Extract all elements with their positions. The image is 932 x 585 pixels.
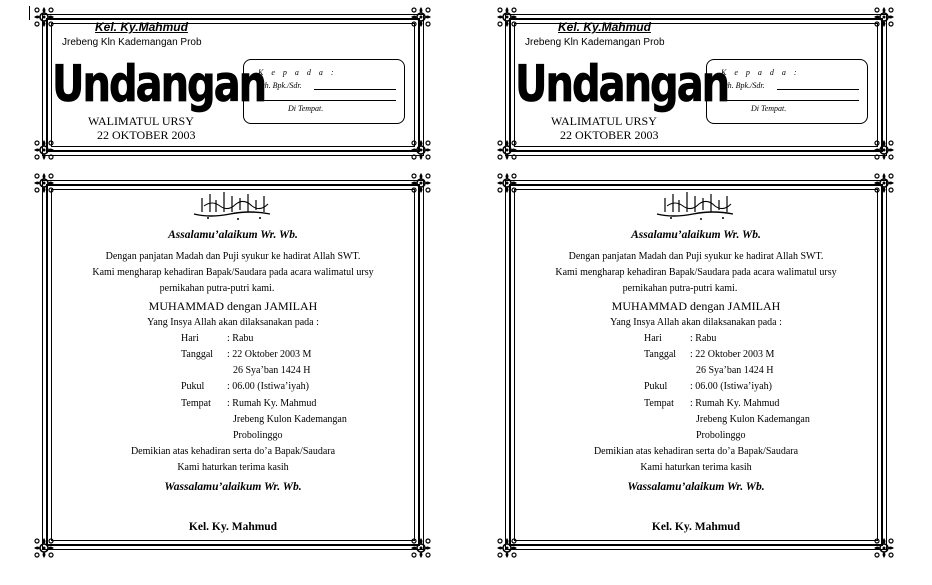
- intro-line-1: Dengan panjatan Madah dan Puji syukur ke hadirat Allah SWT.: [568, 251, 824, 262]
- closing-line-1: Demikian atas kehadiran serta do’a Bapak/Saudara: [130, 446, 336, 457]
- closing-line-1: Demikian atas kehadiran serta do’a Bapak/Saudara: [593, 446, 799, 457]
- event-date: 22 OKTOBER 2003: [97, 128, 196, 142]
- tempat-value-2: Jrebeng Kulon Kademangan: [696, 414, 810, 425]
- corner-ornament-icon: [873, 139, 895, 161]
- couple-names: MUHAMMAD dengan JAMILAH: [148, 299, 318, 313]
- intro-line-3: pernikahan putra-putri kami.: [159, 283, 275, 294]
- tanggal-value-hijri: 26 Sya’ban 1424 H: [233, 365, 311, 376]
- corner-ornament-icon: [496, 172, 518, 194]
- sender-address: Jrebeng Kln Kademangan Prob: [525, 37, 665, 48]
- tempat-value-3: Probolinggo: [696, 430, 746, 441]
- corner-ornament-icon: [33, 6, 55, 28]
- hari-label: Hari: [181, 333, 199, 344]
- announce-line: Yang Insya Allah akan dilaksanakan pada :: [147, 317, 319, 328]
- couple-names: MUHAMMAD dengan JAMILAH: [611, 299, 781, 313]
- bismillah-calligraphy: [190, 188, 274, 222]
- recipient-line: [777, 89, 859, 90]
- invitation-title: Undangan: [52, 56, 266, 114]
- recipient-kepada: K e p a d a :: [721, 68, 800, 77]
- tempat-value-3: Probolinggo: [233, 430, 283, 441]
- pukul-label: Pukul: [644, 381, 668, 392]
- tanggal-value: : 22 Oktober 2003 M: [690, 349, 775, 360]
- intro-line-3: pernikahan putra-putri kami.: [622, 283, 738, 294]
- tanggal-label: Tanggal: [181, 349, 214, 360]
- tempat-value: : Rumah Ky. Mahmud: [227, 398, 317, 409]
- corner-ornament-icon: [410, 537, 432, 559]
- corner-ornament-icon: [33, 537, 55, 559]
- recipient-line: [314, 89, 396, 90]
- greeting: Assalamu’alaikum Wr. Wb.: [168, 229, 298, 241]
- invitation-title: Undangan: [515, 56, 729, 114]
- intro-line-1: Dengan panjatan Madah dan Puji syukur ke hadirat Allah SWT.: [105, 251, 361, 262]
- tanggal-value: : 22 Oktober 2003 M: [227, 349, 312, 360]
- recipient-kepada: K e p a d a :: [258, 68, 337, 77]
- invitation-page-right: [463, 0, 929, 585]
- sender-address: Jrebeng Kln Kademangan Prob: [62, 37, 202, 48]
- recipient-tempat: Di Tempat.: [751, 104, 787, 113]
- corner-ornament-icon: [33, 139, 55, 161]
- recipient-yth: Yth. Bpk./Sdr.: [721, 81, 765, 90]
- tanggal-value-hijri: 26 Sya’ban 1424 H: [696, 365, 774, 376]
- event-name: WALIMATUL URSY: [551, 114, 657, 128]
- closing-line-2: Kami haturkan terima kasih: [640, 462, 752, 473]
- corner-ornament-icon: [873, 537, 895, 559]
- corner-ornament-icon: [496, 139, 518, 161]
- corner-ornament-icon: [410, 6, 432, 28]
- farewell: Wassalamu’alaikum Wr. Wb.: [627, 481, 765, 493]
- sender-name: Kel. Ky.Mahmud: [558, 20, 651, 34]
- pukul-value: : 06.00 (Istiwa’iyah): [690, 381, 772, 392]
- bismillah-calligraphy: [653, 188, 737, 222]
- recipient-box: [243, 59, 405, 124]
- tanggal-label: Tanggal: [644, 349, 677, 360]
- greeting: Assalamu’alaikum Wr. Wb.: [631, 229, 761, 241]
- farewell: Wassalamu’alaikum Wr. Wb.: [164, 481, 302, 493]
- event-date: 22 OKTOBER 2003: [560, 128, 659, 142]
- announce-line: Yang Insya Allah akan dilaksanakan pada :: [610, 317, 782, 328]
- corner-ornament-icon: [873, 6, 895, 28]
- recipient-line: [258, 100, 396, 101]
- hari-value: : Rabu: [690, 333, 717, 344]
- tempat-label: Tempat: [181, 398, 211, 409]
- closing-line-2: Kami haturkan terima kasih: [177, 462, 289, 473]
- corner-ornament-icon: [496, 6, 518, 28]
- hari-label: Hari: [644, 333, 662, 344]
- corner-ornament-icon: [873, 172, 895, 194]
- recipient-line: [721, 100, 859, 101]
- corner-ornament-icon: [496, 537, 518, 559]
- tempat-label: Tempat: [644, 398, 674, 409]
- signature: Kel. Ky. Mahmud: [188, 521, 278, 533]
- pukul-value: : 06.00 (Istiwa’iyah): [227, 381, 309, 392]
- signature: Kel. Ky. Mahmud: [651, 521, 741, 533]
- corner-ornament-icon: [33, 172, 55, 194]
- event-name: WALIMATUL URSY: [88, 114, 194, 128]
- hari-value: : Rabu: [227, 333, 254, 344]
- recipient-tempat: Di Tempat.: [288, 104, 324, 113]
- pukul-label: Pukul: [181, 381, 205, 392]
- sender-name: Kel. Ky.Mahmud: [95, 20, 188, 34]
- recipient-box: [706, 59, 868, 124]
- tempat-value: : Rumah Ky. Mahmud: [690, 398, 780, 409]
- intro-line-2: Kami mengharap kehadiran Bapak/Saudara pada acara walimatul ursy: [92, 267, 374, 278]
- corner-ornament-icon: [410, 172, 432, 194]
- intro-line-2: Kami mengharap kehadiran Bapak/Saudara pada acara walimatul ursy: [555, 267, 837, 278]
- recipient-yth: Yth. Bpk./Sdr.: [258, 81, 302, 90]
- corner-ornament-icon: [410, 139, 432, 161]
- tempat-value-2: Jrebeng Kulon Kademangan: [233, 414, 347, 425]
